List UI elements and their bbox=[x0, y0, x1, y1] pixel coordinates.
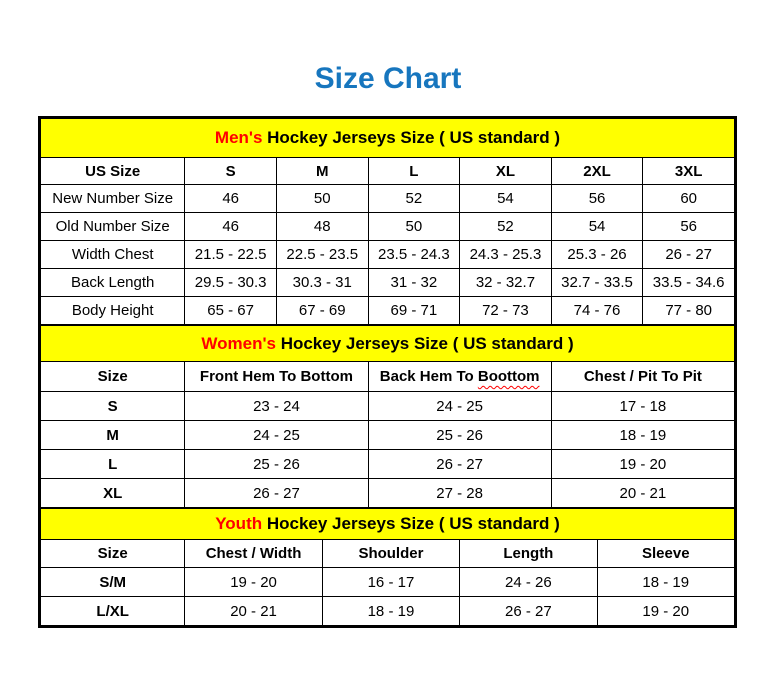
youth-col-header: Size bbox=[41, 540, 185, 568]
mens-col-header: S bbox=[185, 158, 277, 185]
table-row bbox=[41, 450, 735, 479]
mens-row-label: New Number Size bbox=[41, 185, 185, 213]
mens-col-header: L bbox=[368, 158, 460, 185]
mens-cell: 29.5 - 30.3 bbox=[185, 269, 277, 297]
youth-col-header: Chest / Width bbox=[185, 540, 322, 568]
mens-cell: 52 bbox=[460, 213, 552, 241]
table-row bbox=[41, 479, 735, 508]
youth-cell: 24 - 26 bbox=[460, 568, 597, 597]
womens-header-row bbox=[41, 362, 735, 392]
youth-col-header: Sleeve bbox=[597, 540, 734, 568]
mens-col-header: XL bbox=[460, 158, 552, 185]
youth-cell: 18 - 19 bbox=[597, 568, 734, 597]
table-row bbox=[41, 213, 735, 241]
womens-cell: 26 - 27 bbox=[185, 479, 368, 508]
youth-cell: 19 - 20 bbox=[185, 568, 322, 597]
mens-cell: 33.5 - 34.6 bbox=[643, 269, 735, 297]
table-row bbox=[41, 297, 735, 325]
womens-col-header: Size bbox=[41, 362, 185, 392]
mens-header-row bbox=[41, 158, 735, 185]
youth-band bbox=[41, 509, 735, 540]
mens-cell: 48 bbox=[276, 213, 368, 241]
womens-row-label: XL bbox=[41, 479, 185, 508]
womens-cell: 17 - 18 bbox=[551, 392, 734, 421]
mens-cell: 52 bbox=[368, 185, 460, 213]
youth-row-label: S/M bbox=[41, 568, 185, 597]
mens-cell: 50 bbox=[276, 185, 368, 213]
womens-row-label: M bbox=[41, 421, 185, 450]
youth-cell: 20 - 21 bbox=[185, 597, 322, 626]
mens-col-header: US Size bbox=[41, 158, 185, 185]
mens-cell: 25.3 - 26 bbox=[551, 241, 643, 269]
womens-band bbox=[41, 326, 735, 362]
mens-cell: 77 - 80 bbox=[643, 297, 735, 325]
youth-col-header: Shoulder bbox=[322, 540, 459, 568]
mens-row-label: Back Length bbox=[41, 269, 185, 297]
mens-cell: 72 - 73 bbox=[460, 297, 552, 325]
youth-row-label: L/XL bbox=[41, 597, 185, 626]
mens-cell: 32 - 32.7 bbox=[460, 269, 552, 297]
page-title: Size Chart bbox=[314, 62, 462, 95]
table-row bbox=[41, 241, 735, 269]
misspelled-word: Boottom bbox=[477, 368, 540, 385]
mens-cell: 21.5 - 22.5 bbox=[185, 241, 277, 269]
table-row bbox=[41, 392, 735, 421]
youth-cell: 16 - 17 bbox=[322, 568, 459, 597]
mens-cell: 46 bbox=[185, 213, 277, 241]
youth-header-row bbox=[41, 540, 735, 568]
womens-cell: 27 - 28 bbox=[368, 479, 551, 508]
youth-cell: 18 - 19 bbox=[322, 597, 459, 626]
womens-cell: 23 - 24 bbox=[185, 392, 368, 421]
mens-row-label: Width Chest bbox=[41, 241, 185, 269]
womens-cell: 24 - 25 bbox=[368, 392, 551, 421]
mens-cell: 67 - 69 bbox=[276, 297, 368, 325]
mens-cell: 30.3 - 31 bbox=[276, 269, 368, 297]
womens-cell: 20 - 21 bbox=[551, 479, 734, 508]
table-row bbox=[41, 421, 735, 450]
mens-band-highlight: Men's bbox=[214, 128, 263, 147]
womens-size-table bbox=[40, 325, 735, 508]
mens-row-label: Body Height bbox=[41, 297, 185, 325]
womens-col-header bbox=[368, 362, 551, 392]
mens-cell: 56 bbox=[551, 185, 643, 213]
mens-cell: 56 bbox=[643, 213, 735, 241]
womens-cell: 25 - 26 bbox=[185, 450, 368, 479]
col-header-prefix: Back Hem To bbox=[379, 368, 478, 385]
mens-cell: 26 - 27 bbox=[643, 241, 735, 269]
mens-cell: 69 - 71 bbox=[368, 297, 460, 325]
womens-cell: 26 - 27 bbox=[368, 450, 551, 479]
mens-cell: 23.5 - 24.3 bbox=[368, 241, 460, 269]
mens-cell: 31 - 32 bbox=[368, 269, 460, 297]
mens-band-row bbox=[41, 119, 735, 158]
table-row bbox=[41, 185, 735, 213]
mens-cell: 24.3 - 25.3 bbox=[460, 241, 552, 269]
youth-band-highlight: Youth bbox=[215, 514, 263, 533]
mens-cell: 60 bbox=[643, 185, 735, 213]
womens-cell: 18 - 19 bbox=[551, 421, 734, 450]
mens-cell: 54 bbox=[460, 185, 552, 213]
youth-band-row bbox=[41, 509, 735, 540]
mens-cell: 32.7 - 33.5 bbox=[551, 269, 643, 297]
mens-band-rest: Hockey Jerseys Size ( US standard ) bbox=[262, 128, 561, 147]
youth-cell: 26 - 27 bbox=[460, 597, 597, 626]
mens-col-header: 3XL bbox=[643, 158, 735, 185]
youth-size-table bbox=[40, 508, 735, 626]
mens-cell: 65 - 67 bbox=[185, 297, 277, 325]
table-row bbox=[41, 597, 735, 626]
womens-cell: 25 - 26 bbox=[368, 421, 551, 450]
womens-band-highlight: Women's bbox=[201, 333, 276, 353]
mens-col-header: 2XL bbox=[551, 158, 643, 185]
table-row bbox=[41, 269, 735, 297]
womens-cell: 24 - 25 bbox=[185, 421, 368, 450]
womens-col-header: Front Hem To Bottom bbox=[185, 362, 368, 392]
mens-cell: 22.5 - 23.5 bbox=[276, 241, 368, 269]
mens-row-label: Old Number Size bbox=[41, 213, 185, 241]
mens-cell: 50 bbox=[368, 213, 460, 241]
mens-band bbox=[41, 119, 735, 158]
womens-band-row bbox=[41, 326, 735, 362]
womens-row-label: L bbox=[41, 450, 185, 479]
womens-cell: 19 - 20 bbox=[551, 450, 734, 479]
youth-cell: 19 - 20 bbox=[597, 597, 734, 626]
table-row bbox=[41, 568, 735, 597]
womens-band-rest: Hockey Jerseys Size ( US standard ) bbox=[275, 333, 574, 353]
mens-cell: 74 - 76 bbox=[551, 297, 643, 325]
mens-col-header: M bbox=[276, 158, 368, 185]
youth-col-header: Length bbox=[460, 540, 597, 568]
mens-cell: 46 bbox=[185, 185, 277, 213]
womens-row-label: S bbox=[41, 392, 185, 421]
youth-band-rest: Hockey Jerseys Size ( US standard ) bbox=[262, 514, 560, 533]
mens-size-table bbox=[40, 118, 735, 325]
size-chart-tables bbox=[38, 116, 737, 628]
mens-cell: 54 bbox=[551, 213, 643, 241]
womens-col-header: Chest / Pit To Pit bbox=[551, 362, 734, 392]
